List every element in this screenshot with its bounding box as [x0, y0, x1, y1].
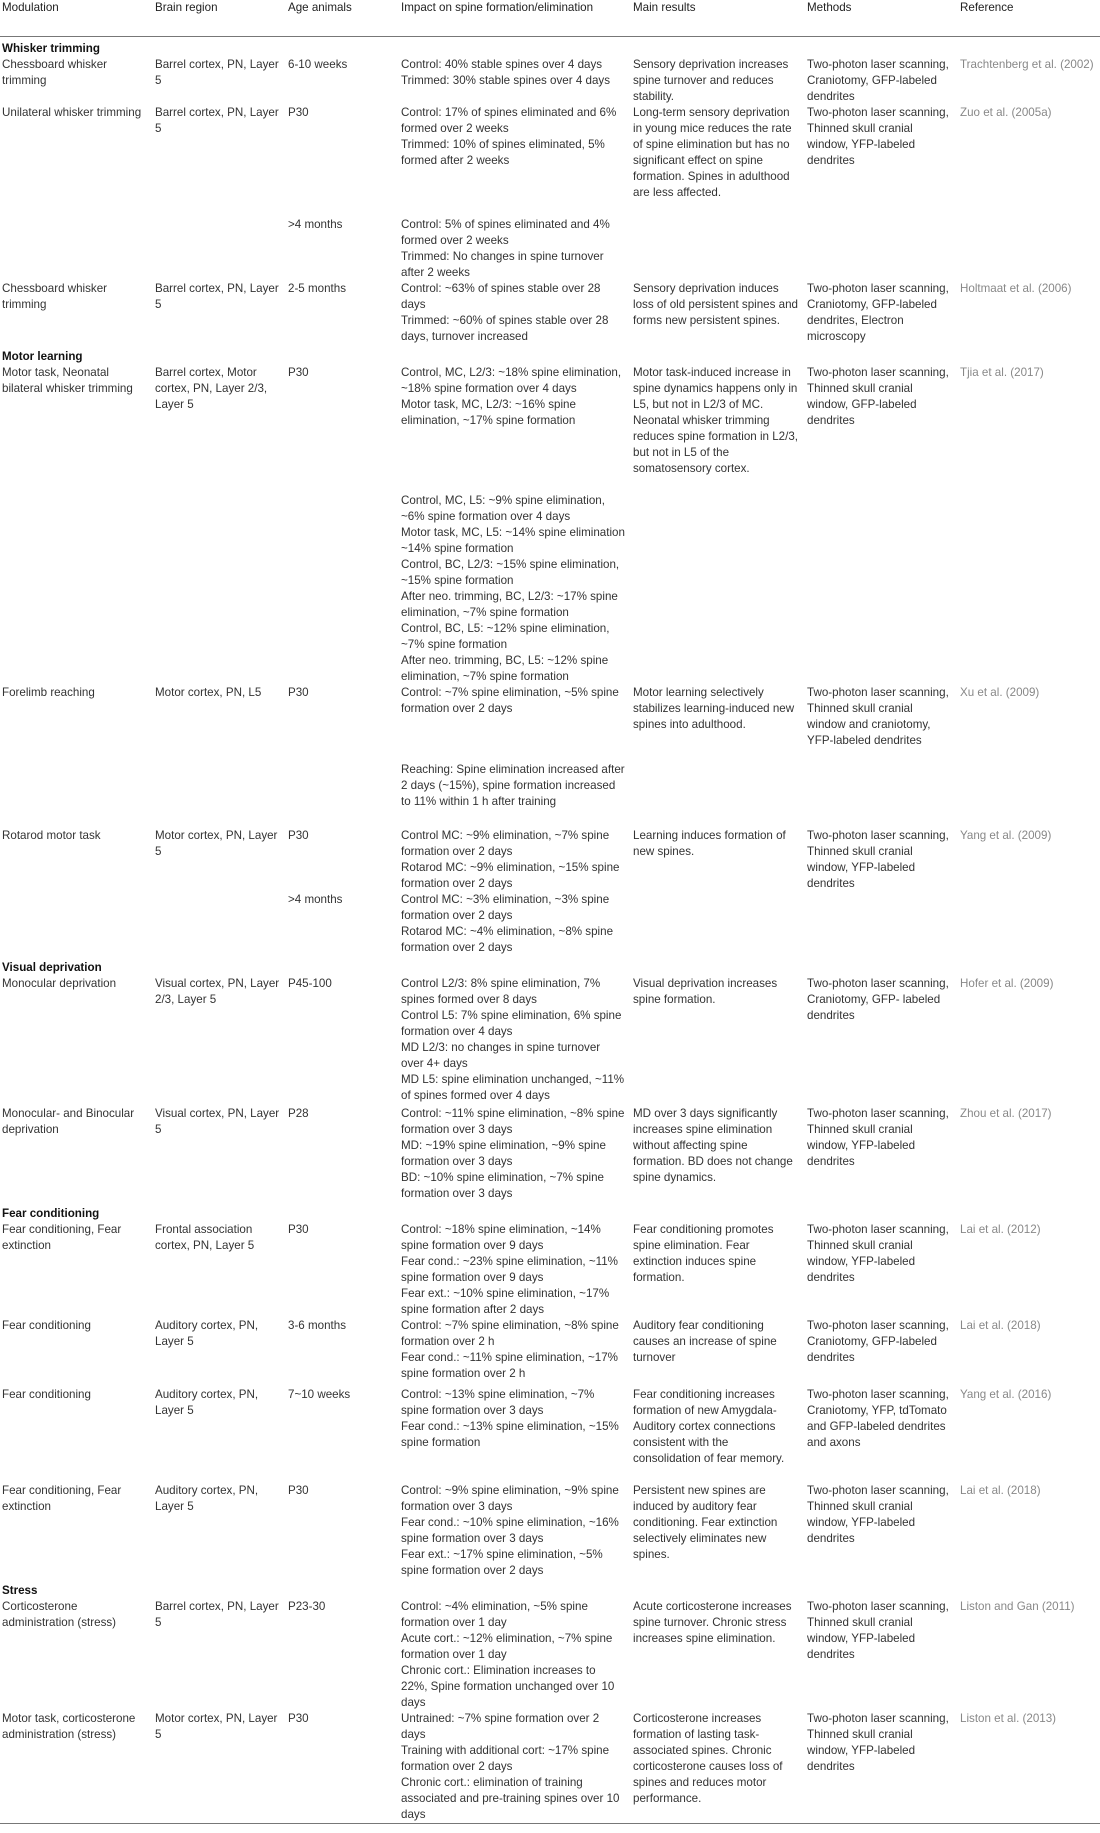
impact-line: Control L5: 7% spine elimination, 6% spine formation over 4 days: [401, 1009, 622, 1038]
cell-methods: Two-photon laser scanning, Craniotomy, YFP, tdTomato and GFP-labeled dendrites and axons: [807, 1388, 949, 1449]
cell-impact: [399, 281, 631, 345]
impact-line: Trimmed: 30% stable spines over 4 days: [401, 74, 610, 87]
cell-brain-region: [153, 217, 286, 281]
header-brain-region: Brain region: [153, 0, 286, 37]
section-title: Visual deprivation: [2, 961, 102, 974]
cell-main-results: [631, 762, 805, 828]
cell-main-results: [631, 217, 805, 281]
impact-line: Reaching: Spine elimination increased after 2 days (~15%), spine formation increased to 11% within 1 h after training: [401, 763, 625, 808]
cell-brain-region: Motor cortex, PN, Layer 5: [155, 1712, 278, 1741]
impact-line: Control: ~7% spine elimination, ~5% spine formation over 2 days: [401, 686, 619, 715]
cell-main-results: Learning induces formation of new spines.: [633, 829, 786, 858]
cell-modulation: Motor task, Neonatal bilateral whisker trimming: [2, 366, 133, 395]
cell-brain-region: Auditory cortex, PN, Layer 5: [155, 1484, 259, 1513]
cell-methods: Two-photon laser scanning, Thinned skull cranial window, YFP-labeled dendrites: [807, 1223, 949, 1284]
impact-line: Control L2/3: 8% spine elimination, 7% spines formed over 8 days: [401, 977, 601, 1006]
cell-reference: Lai et al. (2018): [960, 1319, 1041, 1332]
cell-reference: Trachtenberg et al. (2002): [960, 58, 1094, 71]
impact-line: Control MC: ~3% elimination, ~3% spine formation over 2 days: [401, 893, 610, 922]
impact-line: MD L5: spine elimination unchanged, ~11% of spines formed over 4 days: [401, 1073, 625, 1102]
cell-brain-region: Barrel cortex, PN, Layer 5: [155, 1600, 279, 1629]
table-row: [0, 1318, 1100, 1387]
impact-line: Control, BC, L5: ~12% spine elimination, ~7% spine formation: [401, 622, 610, 651]
impact-line: Untrained: ~7% spine formation over 2 days: [401, 1712, 600, 1741]
cell-impact: [399, 1318, 631, 1387]
section-header-row: [0, 345, 1100, 365]
section-title: Motor learning: [2, 350, 83, 363]
impact-line: Motor task, MC, L5: ~14% spine elimination ~14% spine formation: [401, 526, 625, 555]
cell-modulation: Unilateral whisker trimming: [2, 106, 142, 119]
cell-age: [286, 493, 399, 685]
cell-methods: [805, 217, 958, 281]
impact-line: Trimmed: No changes in spine turnover after 2 weeks: [401, 250, 604, 279]
impact-line: Control: ~4% elimination, ~5% spine formation over 1 day: [401, 1600, 588, 1629]
table-row: [0, 1106, 1100, 1202]
impact-line: Control: ~7% spine elimination, ~8% spine formation over 2 h: [401, 1319, 619, 1348]
table-row: [0, 1711, 1100, 1824]
cell-age: P30: [288, 686, 309, 699]
cell-main-results: Sensory deprivation induces loss of old persistent spines and forms new persistent spines.: [633, 282, 798, 327]
cell-modulation: Rotarod motor task: [2, 829, 101, 842]
cell-methods: [805, 762, 958, 828]
cell-reference: Xu et al. (2009): [960, 686, 1040, 699]
cell-impact: [399, 1599, 631, 1711]
cell-methods: Two-photon laser scanning, Thinned skull cranial window, YFP-labeled dendrites: [807, 106, 949, 167]
section-header-row: [0, 37, 1100, 58]
cell-modulation: Fear conditioning: [2, 1388, 91, 1401]
header-reference: Reference: [958, 0, 1100, 37]
cell-impact: [399, 976, 631, 1040]
cell-methods: Two-photon laser scanning, Thinned skull cranial window, YFP-labeled dendrites: [807, 1712, 949, 1773]
impact-line: Control, BC, L2/3: ~15% spine elimination, ~15% spine formation: [401, 558, 620, 587]
impact-line: Control: ~63% of spines stable over 28 days: [401, 282, 601, 311]
cell-reference: [958, 892, 1100, 956]
cell-main-results: [631, 493, 805, 685]
impact-line: Control: 17% of spines eliminated and 6% formed over 2 weeks: [401, 106, 617, 135]
cell-impact: [399, 762, 631, 828]
cell-modulation: Chessboard whisker trimming: [2, 282, 108, 311]
impact-line: Control: ~11% spine elimination, ~8% spine formation over 3 days: [401, 1107, 625, 1136]
cell-main-results: Motor learning selectively stabilizes learning-induced new spines into adulthood.: [633, 686, 795, 731]
cell-methods: [805, 892, 958, 956]
cell-impact: [399, 685, 631, 762]
cell-impact: [399, 1483, 631, 1579]
table-row: [0, 685, 1100, 762]
impact-line: Control: ~18% spine elimination, ~14% spine formation over 9 days: [401, 1223, 601, 1252]
cell-reference: Holtmaat et al. (2006): [960, 282, 1072, 295]
cell-methods: [805, 1040, 958, 1106]
table-row: [0, 57, 1100, 105]
impact-line: MD: ~19% spine elimination, ~9% spine formation over 3 days: [401, 1139, 606, 1168]
cell-impact: [399, 217, 631, 281]
cell-modulation: [0, 762, 153, 828]
section-title: Fear conditioning: [2, 1207, 100, 1220]
cell-age: P28: [288, 1107, 309, 1120]
cell-reference: Yang et al. (2009): [960, 829, 1052, 842]
cell-age: 7~10 weeks: [288, 1388, 351, 1401]
cell-brain-region: [153, 892, 286, 956]
cell-methods: Two-photon laser scanning, Thinned skull cranial window, YFP-labeled dendrites: [807, 829, 949, 890]
cell-age: P30: [288, 829, 309, 842]
cell-main-results: Auditory fear conditioning causes an increase of spine turnover: [633, 1319, 777, 1364]
cell-impact: [399, 493, 631, 685]
cell-main-results: Long-term sensory deprivation in young mice reduces the rate of spine elimination but has no significant effect on spine formation. Spines in adulthood are less affected.: [633, 106, 792, 199]
cell-modulation: [0, 1040, 153, 1106]
cell-modulation: Fear conditioning, Fear extinction: [2, 1484, 122, 1513]
cell-reference: Lai et al. (2018): [960, 1484, 1041, 1497]
cell-age: >4 months: [288, 893, 343, 906]
cell-reference: [958, 493, 1100, 685]
cell-methods: Two-photon laser scanning, Craniotomy, GFP- labeled dendrites: [807, 977, 949, 1022]
cell-brain-region: Motor cortex, PN, L5: [155, 686, 262, 699]
cell-impact: [399, 1040, 631, 1106]
cell-methods: Two-photon laser scanning, Craniotomy, GFP-labeled dendrites: [807, 1319, 949, 1364]
cell-main-results: Fear conditioning promotes spine elimination. Fear extinction induces spine formation.: [633, 1223, 774, 1284]
impact-line: Rotarod MC: ~9% elimination, ~15% spine formation over 2 days: [401, 861, 620, 890]
section-title: Stress: [2, 1584, 38, 1597]
table-row: [0, 493, 1100, 685]
table-body: [0, 37, 1100, 1824]
cell-modulation: Monocular deprivation: [2, 977, 117, 990]
cell-brain-region: Visual cortex, PN, Layer 5: [155, 1107, 280, 1136]
table-row: [0, 105, 1100, 217]
cell-impact: [399, 57, 631, 105]
impact-line: Control: ~13% spine elimination, ~7% spine formation over 3 days: [401, 1388, 595, 1417]
cell-impact: [399, 892, 631, 956]
cell-impact: [399, 365, 631, 493]
cell-modulation: [0, 493, 153, 685]
impact-line: Fear ext.: ~17% spine elimination, ~5% spine formation over 2 days: [401, 1548, 603, 1577]
cell-main-results: Sensory deprivation increases spine turnover and reduces stability.: [633, 58, 789, 103]
cell-age: [286, 762, 399, 828]
table-row: [0, 976, 1100, 1040]
cell-main-results: Visual deprivation increases spine formation.: [633, 977, 778, 1006]
cell-methods: Two-photon laser scanning, Thinned skull cranial window and craniotomy, YFP-labeled dendrites: [807, 686, 949, 747]
table-row: [0, 892, 1100, 956]
cell-main-results: Acute corticosterone increases spine turnover. Chronic stress increases spine elimination.: [633, 1600, 792, 1645]
cell-age: P30: [288, 1712, 309, 1725]
cell-impact: [399, 1387, 631, 1483]
impact-line: After neo. trimming, BC, L5: ~12% spine elimination, ~7% spine formation: [401, 654, 609, 683]
cell-age: 6-10 weeks: [288, 58, 348, 71]
cell-age: [286, 1040, 399, 1106]
section-header-row: [0, 1202, 1100, 1222]
cell-age: P30: [288, 1223, 309, 1236]
cell-reference: [958, 1040, 1100, 1106]
cell-brain-region: Frontal association cortex, PN, Layer 5: [155, 1223, 255, 1252]
table-row: [0, 1222, 1100, 1318]
cell-reference: Hofer et al. (2009): [960, 977, 1054, 990]
cell-age: >4 months: [288, 218, 343, 231]
cell-age: P45-100: [288, 977, 332, 990]
cell-age: P23-30: [288, 1600, 326, 1613]
cell-methods: Two-photon laser scanning, Craniotomy, GFP-labeled dendrites: [807, 58, 949, 103]
cell-brain-region: Barrel cortex, Motor cortex, PN, Layer 2/3, Layer 5: [155, 366, 268, 411]
table-row: [0, 1483, 1100, 1579]
table-row: [0, 762, 1100, 828]
impact-line: Trimmed: ~60% of spines stable over 28 days, turnover increased: [401, 314, 609, 343]
impact-line: Fear cond.: ~11% spine elimination, ~17% spine formation over 2 h: [401, 1351, 618, 1380]
cell-modulation: [0, 217, 153, 281]
table-row: [0, 1040, 1100, 1106]
cell-age: 2-5 months: [288, 282, 346, 295]
impact-line: Control: 40% stable spines over 4 days: [401, 58, 603, 71]
cell-modulation: Fear conditioning: [2, 1319, 91, 1332]
cell-brain-region: Barrel cortex, PN, Layer 5: [155, 58, 279, 87]
table-header-row: [0, 0, 1100, 37]
cell-reference: Liston and Gan (2011): [960, 1600, 1075, 1613]
cell-main-results: Persistent new spines are induced by auditory fear conditioning. Fear extinction selectively eliminates new spines.: [633, 1484, 778, 1561]
cell-main-results: [631, 1040, 805, 1106]
cell-reference: Tjia et al. (2017): [960, 366, 1044, 379]
cell-modulation: Fear conditioning, Fear extinction: [2, 1223, 122, 1252]
cell-reference: Liston et al. (2013): [960, 1712, 1057, 1725]
cell-methods: Two-photon laser scanning, Thinned skull cranial window, YFP-labeled dendrites: [807, 1107, 949, 1168]
cell-modulation: Motor task, corticosterone administration (stress): [2, 1712, 136, 1741]
cell-age: P30: [288, 366, 309, 379]
cell-reference: Zhou et al. (2017): [960, 1107, 1052, 1120]
cell-modulation: Forelimb reaching: [2, 686, 95, 699]
cell-brain-region: [153, 493, 286, 685]
cell-main-results: Motor task-induced increase in spine dynamics happens only in L5, but not in L2/3 of MC. Neonatal whisker trimming reduces spine formation in L2/3, but not in L5 of the somatosensory cortex.: [633, 366, 798, 475]
cell-main-results: Corticosterone increases formation of lasting task-associated spines. Chronic corticosterone causes loss of spines and reduces motor performance.: [633, 1712, 783, 1805]
cell-modulation: [0, 892, 153, 956]
header-modulation: Modulation: [0, 0, 153, 37]
cell-brain-region: Barrel cortex, PN, Layer 5: [155, 282, 279, 311]
impact-line: Control, MC, L2/3: ~18% spine elimination, ~18% spine formation over 4 days: [401, 366, 622, 395]
cell-brain-region: Motor cortex, PN, Layer 5: [155, 829, 278, 858]
header-age-animals: Age animals: [286, 0, 399, 37]
cell-reference: Yang et al. (2016): [960, 1388, 1052, 1401]
cell-reference: [958, 762, 1100, 828]
cell-brain-region: Auditory cortex, PN, Layer 5: [155, 1388, 259, 1417]
section-header-row: [0, 956, 1100, 976]
table-row: [0, 365, 1100, 493]
header-methods: Methods: [805, 0, 958, 37]
impact-line: Fear ext.: ~10% spine elimination, ~17% spine formation after 2 days: [401, 1287, 610, 1316]
cell-impact: [399, 828, 631, 892]
table-row: [0, 281, 1100, 345]
cell-reference: Lai et al. (2012): [960, 1223, 1041, 1236]
table-footer-rule: [0, 1824, 1100, 1829]
impact-line: Fear cond.: ~10% spine elimination, ~16% spine formation over 3 days: [401, 1516, 619, 1545]
cell-age: 3-6 months: [288, 1319, 346, 1332]
cell-reference: Zuo et al. (2005a): [960, 106, 1052, 119]
table-row: [0, 1387, 1100, 1483]
header-impact: Impact on spine formation/elimination: [399, 0, 631, 37]
header-main-results: Main results: [631, 0, 805, 37]
cell-brain-region: Barrel cortex, PN, Layer 5: [155, 106, 279, 135]
impact-line: Control MC: ~9% elimination, ~7% spine formation over 2 days: [401, 829, 610, 858]
cell-main-results: MD over 3 days significantly increases spine elimination without affecting spine formation. BD does not change spine dynamics.: [633, 1107, 793, 1184]
cell-age: P30: [288, 1484, 309, 1497]
section-header-row: [0, 1579, 1100, 1599]
cell-methods: Two-photon laser scanning, Thinned skull cranial window, YFP-labeled dendrites: [807, 1600, 949, 1661]
cell-impact: [399, 1711, 631, 1824]
impact-line: MD L2/3: no changes in spine turnover over 4+ days: [401, 1041, 601, 1070]
cell-brain-region: [153, 762, 286, 828]
impact-line: After neo. trimming, BC, L2/3: ~17% spine elimination, ~7% spine formation: [401, 590, 618, 619]
cell-impact: [399, 1106, 631, 1202]
impact-line: Fear cond.: ~23% spine elimination, ~11% spine formation over 9 days: [401, 1255, 618, 1284]
cell-brain-region: Visual cortex, PN, Layer 2/3, Layer 5: [155, 977, 280, 1006]
cell-main-results: [631, 892, 805, 956]
cell-reference: [958, 217, 1100, 281]
table-row: [0, 828, 1100, 892]
impact-line: Control: ~9% spine elimination, ~9% spine formation over 3 days: [401, 1484, 619, 1513]
cell-methods: Two-photon laser scanning, Thinned skull cranial window, GFP-labeled dendrites: [807, 366, 949, 427]
impact-line: Control, MC, L5: ~9% spine elimination, ~6% spine formation over 4 days: [401, 494, 605, 523]
cell-age: P30: [288, 106, 309, 119]
cell-methods: Two-photon laser scanning, Craniotomy, GFP-labeled dendrites, Electron microscopy: [807, 282, 949, 343]
cell-modulation: Monocular- and Binocular deprivation: [2, 1107, 135, 1136]
impact-line: Fear cond.: ~13% spine elimination, ~15% spine formation: [401, 1420, 619, 1449]
impact-line: Control: 5% of spines eliminated and 4% formed over 2 weeks: [401, 218, 610, 247]
cell-methods: [805, 493, 958, 685]
impact-line: Motor task, MC, L2/3: ~16% spine elimination, ~17% spine formation: [401, 398, 576, 427]
section-title: Whisker trimming: [2, 42, 100, 55]
impact-line: Training with additional cort: ~17% spine formation over 2 days: [401, 1744, 610, 1773]
cell-impact: [399, 1222, 631, 1318]
cell-impact: [399, 105, 631, 217]
impact-line: Chronic cort.: Elimination increases to 22%, Spine formation unchanged over 10 days: [401, 1664, 615, 1709]
cell-brain-region: Auditory cortex, PN, Layer 5: [155, 1319, 259, 1348]
cell-modulation: Corticosterone administration (stress): [2, 1600, 117, 1629]
table-row: [0, 1599, 1100, 1711]
impact-line: Chronic cort.: elimination of training associated and pre-training spines over 10 days: [401, 1776, 620, 1821]
impact-line: Rotarod MC: ~4% elimination, ~8% spine formation over 2 days: [401, 925, 614, 954]
impact-line: Acute cort.: ~12% elimination, ~7% spine formation over 1 day: [401, 1632, 613, 1661]
table-row: [0, 217, 1100, 281]
cell-brain-region: [153, 1040, 286, 1106]
impact-line: Trimmed: 10% of spines eliminated, 5% formed after 2 weeks: [401, 138, 605, 167]
cell-main-results: Fear conditioning increases formation of new Amygdala-Auditory cortex connections consistent with the consolidation of fear memory.: [633, 1388, 785, 1465]
impact-line: BD: ~10% spine elimination, ~7% spine formation over 3 days: [401, 1171, 605, 1200]
cell-modulation: Chessboard whisker trimming: [2, 58, 108, 87]
cell-methods: Two-photon laser scanning, Thinned skull cranial window, YFP-labeled dendrites: [807, 1484, 949, 1545]
